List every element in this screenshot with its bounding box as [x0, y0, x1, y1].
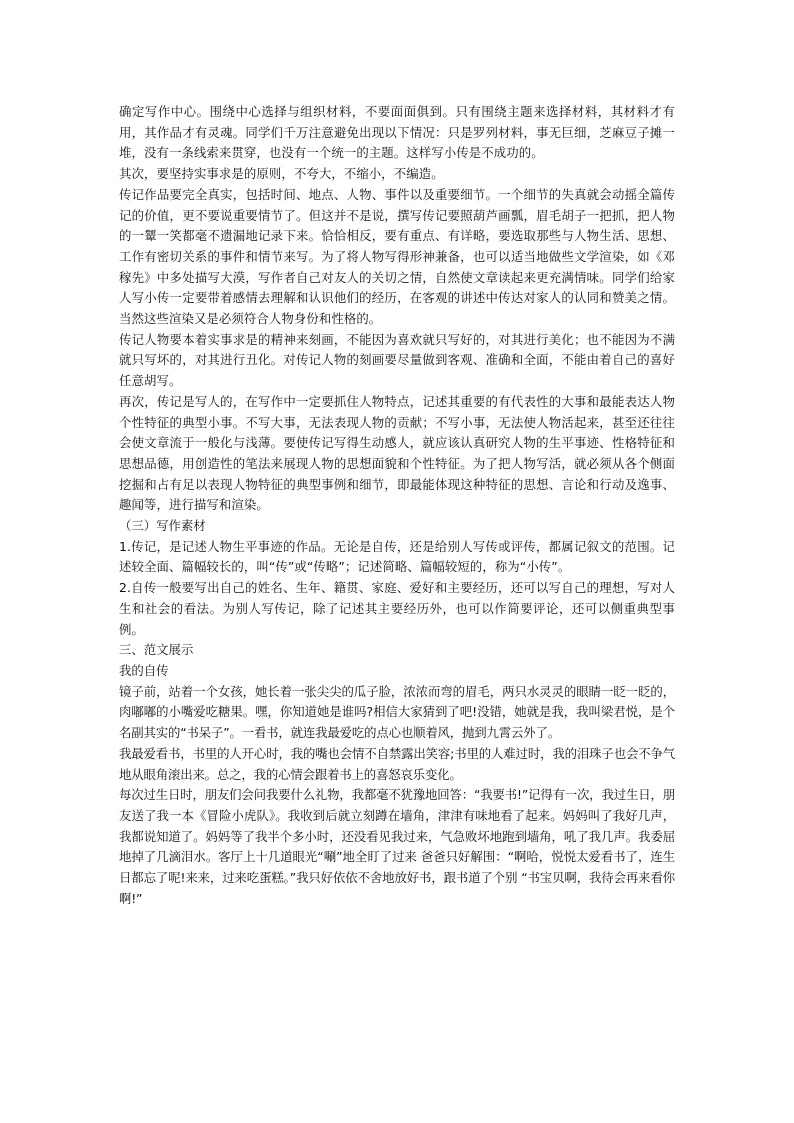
paragraph-material-1: 1.传记，是记述人物生平事迹的作品。无论是自传，还是给别人写传或评传，都属记叙文的范围。记述较全面、篇幅较长的，叫“传”或“传略”；记述简略、篇幅较短的，称为“小传”。 [119, 538, 675, 575]
essay-title: 我的自传 [119, 662, 169, 678]
essay-paragraph-mirror: 镜子前，站着一个女孩，她长着一张尖尖的瓜子脸，浓浓而弯的眉毛，两只水灵灵的眼睛一眨一眨的，肉嘟嘟的小嘴爱吃糖果。嘿，你知道她是谁吗?相信大家猜到了吧!没错，她就是我，我叫梁君悦，是个名副其实的“书呆子”。一看书，就连我最爱吃的点心也顺着风，抛到九霄云外了。 [119, 683, 675, 741]
section-heading-sample-essay: 三、范文展示 [119, 642, 194, 658]
document-body [119, 102, 675, 909]
essay-paragraph-birthday: 每次过生日时，朋友们会问我要什么礼物，我都毫不犹豫地回答：“我要书!”记得有一次，我过生日，朋友送了我一本《冒险小虎队》。我收到后就立刻蹲在墙角，津津有味地看了起来。妈妈叫了我好几声，我都说知道了。妈妈等了我半个多小时，还没看见我过来，气急败坏地跑到墙角，吼了我几声。我委屈地掉了几滴泪水。客厅上十几道眼光“唰”地全盯了过来 爸爸只好解围：“啊哈，悦悦太爱看书了，连生日都忘了呢!来来，过来吃蛋糕。”我只好依依不舍地放好书，跟书道了个别 “书宝贝啊，我待会再来看你啊!” [119, 787, 675, 906]
section-heading-writing-materials: （三）写作素材 [119, 518, 206, 534]
paragraph-truthfulness-principle: 其次，要坚持实事求是的原则，不夸大，不缩小，不编造。 [119, 166, 444, 182]
paragraph-biography-truth: 传记作品要完全真实，包括时间、地点、人物、事件以及重要细节。一个细节的失真就会动摇全篇传记的价值，更不要说重要情节了。但这并不是说，撰写传记要照葫芦画瓢，眉毛胡子一把抓，把人物的一颦一笑都毫不遗漏地记录下来。恰恰相反，要有重点、有详略，要选取那些与人物生活、思想、工作有密切关系的事件和情节来写。为了将人物写得形神兼备，也可以适当地做些文学渲染，如《邓稼先》中多处描写大漠，写作者自己对友人的关切之情，自然使文章读起来更充满情味。同学们给家人写小传一定要带着感情去理解和认识他们的经历，在客观的讲述中传达对家人的认同和赞美之情。当然这些渲染又是必须符合人物身份和性格的。 [119, 186, 675, 327]
paragraph-writing-center: 确定写作中心。围绕中心选择与组织材料，不要面面俱到。只有围绕主题来选择材料，其材料才有用，其作品才有灵魂。同学们千万注意避免出现以下情况：只是罗列材料，事无巨细，芝麻豆子摊一堆，没有一条线索来贯穿，也没有一个统一的主题。这样写小传是不成功的。 [119, 104, 675, 161]
paragraph-characterization: 传记人物要本着实事求是的精神来刻画，不能因为喜欢就只写好的，对其进行美化；也不能因为不满就只写坏的，对其进行丑化。对传记人物的刻画要尽量做到客观、准确和全面，不能由着自己的喜好任意胡写。 [119, 331, 675, 389]
paragraph-material-2: 2.自传一般要写出自己的姓名、生年、籍贯、家庭、爱好和主要经历，还可以写自己的理想，写对人生和社会的看法。为别人写传记，除了记述其主要经历外，也可以作简要评论，还可以侧重典型事例。 [119, 580, 675, 637]
essay-paragraph-reading: 我最爱看书，书里的人开心时，我的嘴也会情不自禁露出笑容;书里的人难过时，我的泪珠子也会不争气地从眼角滚出来。总之，我的心情会跟着书上的喜怒哀乐变化。 [119, 745, 675, 782]
paragraph-character-traits: 再次，传记是写人的，在写作中一定要抓住人物特点，记述其重要的有代表性的大事和最能表达人物个性特征的典型小事。不写大事，无法表现人物的贡献；不写小事，无法使人物活起来，甚至还往往会使文章流于一般化与浅薄。要使传记写得生动感人，就应该认真研究人物的生平事迹、性格特征和思想品德，用创造性的笔法来展现人物的思想面貌和个性特征。为了把人物写活，就必须从各个侧面挖掘和占有足以表现人物特征的典型事例和细节，即最能体现这种特征的思想、言论和行动及逸事、趣闻等，进行描写和渲染。 [119, 393, 675, 513]
